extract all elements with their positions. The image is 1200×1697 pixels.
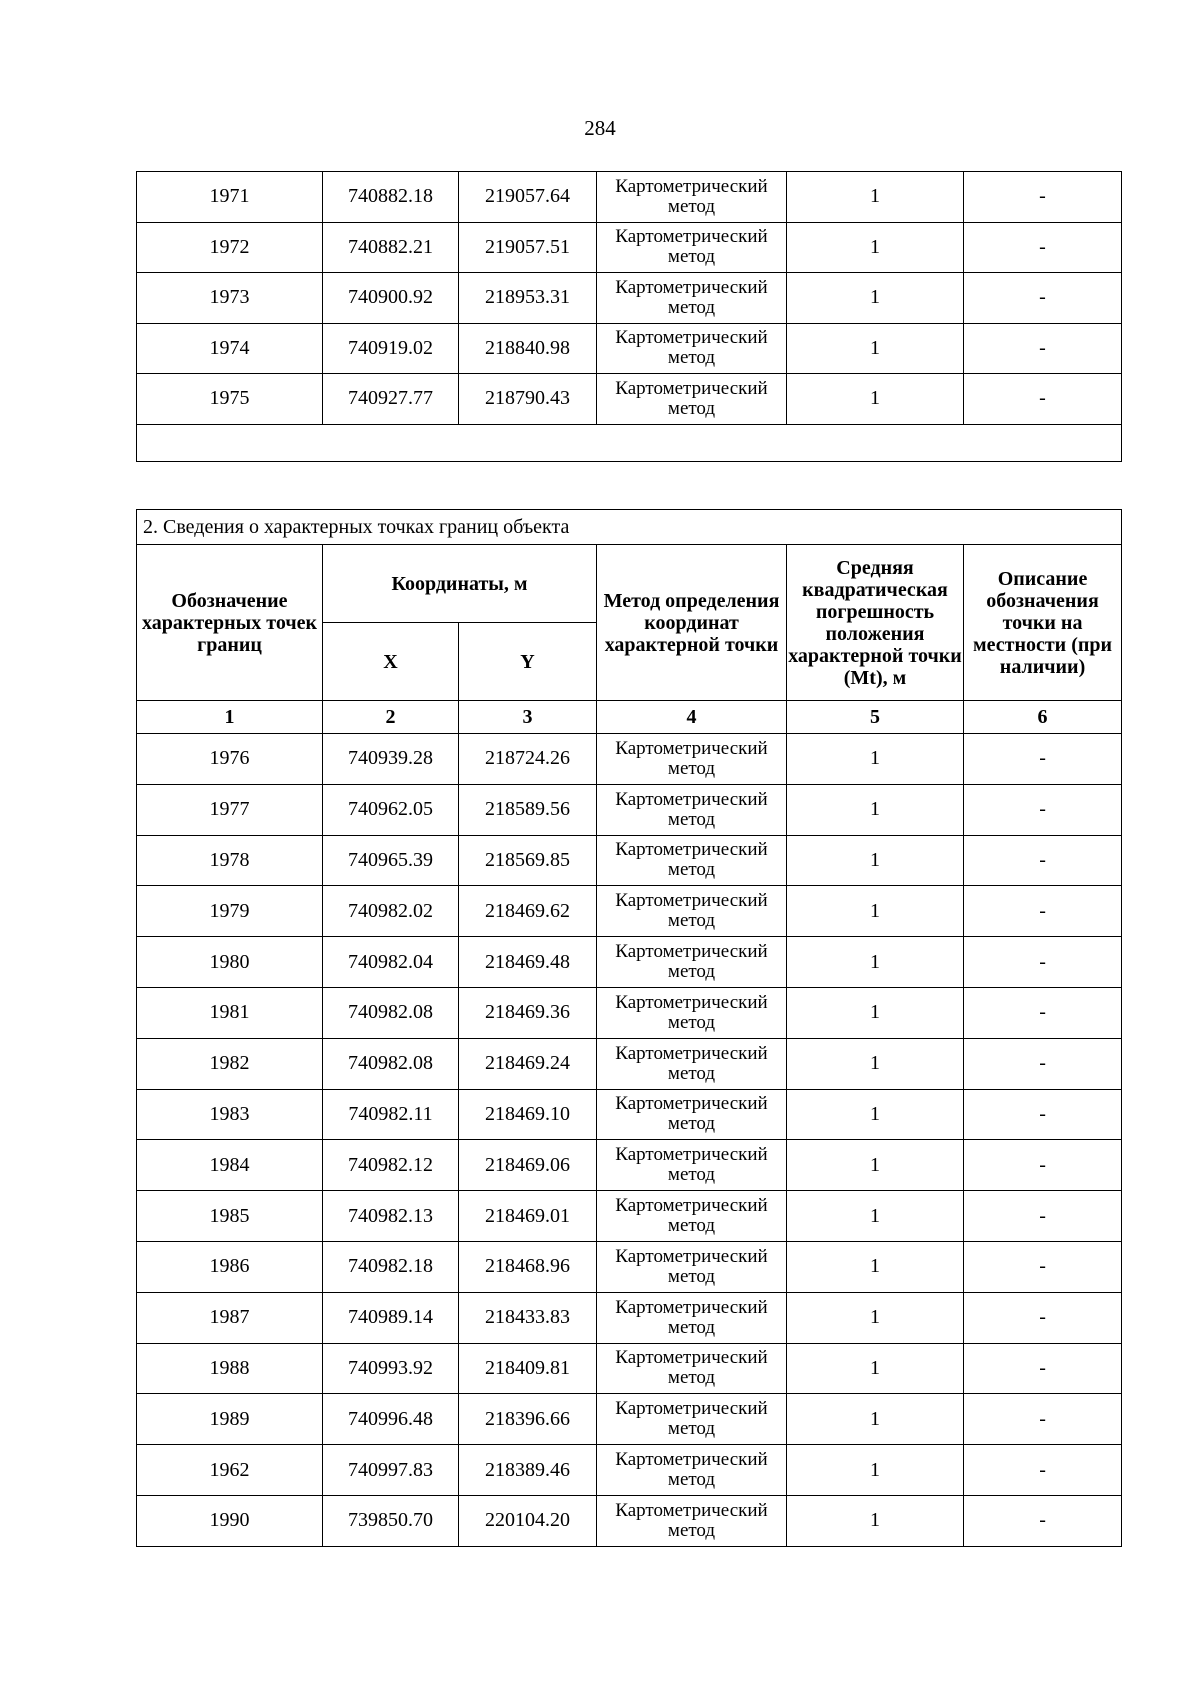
table-row (137, 937, 1122, 988)
y-coord-cell: 218469.06 (459, 1140, 597, 1191)
point-id-cell: 1974 (137, 323, 323, 374)
table-row (137, 1241, 1122, 1292)
table-row (137, 1292, 1122, 1343)
table-row (137, 1343, 1122, 1394)
method-cell: Картометрический метод (597, 1445, 787, 1496)
point-id-cell: 1985 (137, 1191, 323, 1242)
point-id-cell: 1984 (137, 1140, 323, 1191)
y-coord-cell: 219057.51 (459, 222, 597, 273)
x-coord-cell: 740982.12 (323, 1140, 459, 1191)
description-cell: - (964, 1089, 1122, 1140)
method-cell: Картометрический метод (597, 222, 787, 273)
error-cell: 1 (787, 886, 964, 937)
method-cell: Картометрический метод (597, 374, 787, 425)
description-cell: - (964, 784, 1122, 835)
table-row (137, 987, 1122, 1038)
description-cell: - (964, 1445, 1122, 1496)
point-id-cell: 1986 (137, 1241, 323, 1292)
header-coords: Координаты, м (323, 545, 597, 623)
blank-cell (137, 424, 1122, 461)
method-cell: Картометрический метод (597, 835, 787, 886)
x-coord-cell: 740996.48 (323, 1394, 459, 1445)
x-coord-cell: 740989.14 (323, 1292, 459, 1343)
y-coord-cell: 218433.83 (459, 1292, 597, 1343)
error-cell: 1 (787, 987, 964, 1038)
error-cell: 1 (787, 937, 964, 988)
method-cell: Картометрический метод (597, 1394, 787, 1445)
header-method: Метод определения координат характерной точки (597, 545, 787, 701)
description-cell: - (964, 1343, 1122, 1394)
method-cell: Картометрический метод (597, 273, 787, 324)
x-coord-cell: 740882.21 (323, 222, 459, 273)
point-id-cell: 1976 (137, 734, 323, 785)
description-cell: - (964, 374, 1122, 425)
description-cell: - (964, 886, 1122, 937)
method-cell: Картометрический метод (597, 784, 787, 835)
x-coord-cell: 740997.83 (323, 1445, 459, 1496)
method-cell: Картометрический метод (597, 323, 787, 374)
method-cell: Картометрический метод (597, 1191, 787, 1242)
description-cell: - (964, 1241, 1122, 1292)
error-cell: 1 (787, 172, 964, 223)
point-id-cell: 1981 (137, 987, 323, 1038)
header-error: Средняя квадратическая погрешность положения характерной точки (Mt), м (787, 545, 964, 701)
point-id-cell: 1987 (137, 1292, 323, 1343)
method-cell: Картометрический метод (597, 937, 787, 988)
point-id-cell: 1983 (137, 1089, 323, 1140)
column-number: 2 (323, 701, 459, 734)
column-number-row (137, 701, 1122, 734)
x-coord-cell: 740982.18 (323, 1241, 459, 1292)
table-row (137, 886, 1122, 937)
x-coord-cell: 740965.39 (323, 835, 459, 886)
method-cell: Картометрический метод (597, 1292, 787, 1343)
x-coord-cell: 740982.02 (323, 886, 459, 937)
section-title: 2. Сведения о характерных точках границ объекта (137, 510, 1122, 545)
error-cell: 1 (787, 1394, 964, 1445)
x-coord-cell: 740927.77 (323, 374, 459, 425)
column-number: 1 (137, 701, 323, 734)
boundary-points-table-body (137, 734, 1122, 1547)
x-coord-cell: 740900.92 (323, 273, 459, 324)
table-row (137, 1140, 1122, 1191)
description-cell: - (964, 1191, 1122, 1242)
error-cell: 1 (787, 1140, 964, 1191)
x-coord-cell: 740919.02 (323, 323, 459, 374)
y-coord-cell: 218469.24 (459, 1038, 597, 1089)
error-cell: 1 (787, 1445, 964, 1496)
error-cell: 1 (787, 1241, 964, 1292)
point-id-cell: 1990 (137, 1495, 323, 1546)
point-id-cell: 1975 (137, 374, 323, 425)
y-coord-cell: 218469.62 (459, 886, 597, 937)
description-cell: - (964, 835, 1122, 886)
method-cell: Картометрический метод (597, 987, 787, 1038)
point-id-cell: 1971 (137, 172, 323, 223)
error-cell: 1 (787, 1089, 964, 1140)
method-cell: Картометрический метод (597, 1495, 787, 1546)
table-row (137, 1394, 1122, 1445)
points-table-continued-body (137, 172, 1122, 425)
section-title-row (137, 510, 1122, 545)
table-row (137, 835, 1122, 886)
x-coord-cell: 740982.08 (323, 987, 459, 1038)
error-cell: 1 (787, 734, 964, 785)
y-coord-cell: 218469.01 (459, 1191, 597, 1242)
error-cell: 1 (787, 1292, 964, 1343)
header-point: Обозначение характерных точек границ (137, 545, 323, 701)
y-coord-cell: 220104.20 (459, 1495, 597, 1546)
y-coord-cell: 218724.26 (459, 734, 597, 785)
method-cell: Картометрический метод (597, 1089, 787, 1140)
error-cell: 1 (787, 323, 964, 374)
y-coord-cell: 218409.81 (459, 1343, 597, 1394)
description-cell: - (964, 1495, 1122, 1546)
y-coord-cell: 218469.48 (459, 937, 597, 988)
method-cell: Картометрический метод (597, 1038, 787, 1089)
description-cell: - (964, 937, 1122, 988)
error-cell: 1 (787, 222, 964, 273)
description-cell: - (964, 273, 1122, 324)
table-row (137, 1445, 1122, 1496)
table-row (137, 172, 1122, 223)
error-cell: 1 (787, 1191, 964, 1242)
table-row (137, 273, 1122, 324)
header-x: X (323, 623, 459, 701)
y-coord-cell: 218469.36 (459, 987, 597, 1038)
point-id-cell: 1977 (137, 784, 323, 835)
description-cell: - (964, 1394, 1122, 1445)
error-cell: 1 (787, 1495, 964, 1546)
x-coord-cell: 740962.05 (323, 784, 459, 835)
description-cell: - (964, 1140, 1122, 1191)
error-cell: 1 (787, 273, 964, 324)
x-coord-cell: 740882.18 (323, 172, 459, 223)
column-number: 6 (964, 701, 1122, 734)
x-coord-cell: 740982.04 (323, 937, 459, 988)
y-coord-cell: 218468.96 (459, 1241, 597, 1292)
point-id-cell: 1973 (137, 273, 323, 324)
point-id-cell: 1979 (137, 886, 323, 937)
point-id-cell: 1962 (137, 1445, 323, 1496)
y-coord-cell: 218389.46 (459, 1445, 597, 1496)
point-id-cell: 1982 (137, 1038, 323, 1089)
table-row (137, 1191, 1122, 1242)
description-cell: - (964, 1292, 1122, 1343)
method-cell: Картометрический метод (597, 1343, 787, 1394)
column-number: 5 (787, 701, 964, 734)
method-cell: Картометрический метод (597, 172, 787, 223)
page-number: 284 (584, 116, 616, 140)
points-table-continued (136, 171, 1122, 462)
header-description: Описание обозначения точки на местности (при наличии) (964, 545, 1122, 701)
header-y: Y (459, 623, 597, 701)
description-cell: - (964, 987, 1122, 1038)
point-id-cell: 1980 (137, 937, 323, 988)
description-cell: - (964, 323, 1122, 374)
table-row (137, 1038, 1122, 1089)
error-cell: 1 (787, 835, 964, 886)
table-row (137, 374, 1122, 425)
y-coord-cell: 218589.56 (459, 784, 597, 835)
table-row (137, 1089, 1122, 1140)
method-cell: Картометрический метод (597, 886, 787, 937)
x-coord-cell: 740939.28 (323, 734, 459, 785)
x-coord-cell: 740993.92 (323, 1343, 459, 1394)
table-row (137, 222, 1122, 273)
description-cell: - (964, 1038, 1122, 1089)
x-coord-cell: 740982.13 (323, 1191, 459, 1242)
table-row (137, 734, 1122, 785)
error-cell: 1 (787, 374, 964, 425)
y-coord-cell: 218469.10 (459, 1089, 597, 1140)
x-coord-cell: 739850.70 (323, 1495, 459, 1546)
method-cell: Картометрический метод (597, 1140, 787, 1191)
y-coord-cell: 218569.85 (459, 835, 597, 886)
blank-row (137, 424, 1122, 461)
boundary-points-table (136, 509, 1122, 1547)
error-cell: 1 (787, 1038, 964, 1089)
y-coord-cell: 218840.98 (459, 323, 597, 374)
point-id-cell: 1978 (137, 835, 323, 886)
point-id-cell: 1989 (137, 1394, 323, 1445)
error-cell: 1 (787, 784, 964, 835)
table-row (137, 323, 1122, 374)
y-coord-cell: 218953.31 (459, 273, 597, 324)
point-id-cell: 1988 (137, 1343, 323, 1394)
header-row (137, 545, 1122, 623)
description-cell: - (964, 172, 1122, 223)
method-cell: Картометрический метод (597, 734, 787, 785)
x-coord-cell: 740982.08 (323, 1038, 459, 1089)
table-row (137, 1495, 1122, 1546)
column-number: 3 (459, 701, 597, 734)
y-coord-cell: 219057.64 (459, 172, 597, 223)
description-cell: - (964, 734, 1122, 785)
y-coord-cell: 218790.43 (459, 374, 597, 425)
point-id-cell: 1972 (137, 222, 323, 273)
method-cell: Картометрический метод (597, 1241, 787, 1292)
table-row (137, 784, 1122, 835)
description-cell: - (964, 222, 1122, 273)
x-coord-cell: 740982.11 (323, 1089, 459, 1140)
y-coord-cell: 218396.66 (459, 1394, 597, 1445)
error-cell: 1 (787, 1343, 964, 1394)
column-number: 4 (597, 701, 787, 734)
